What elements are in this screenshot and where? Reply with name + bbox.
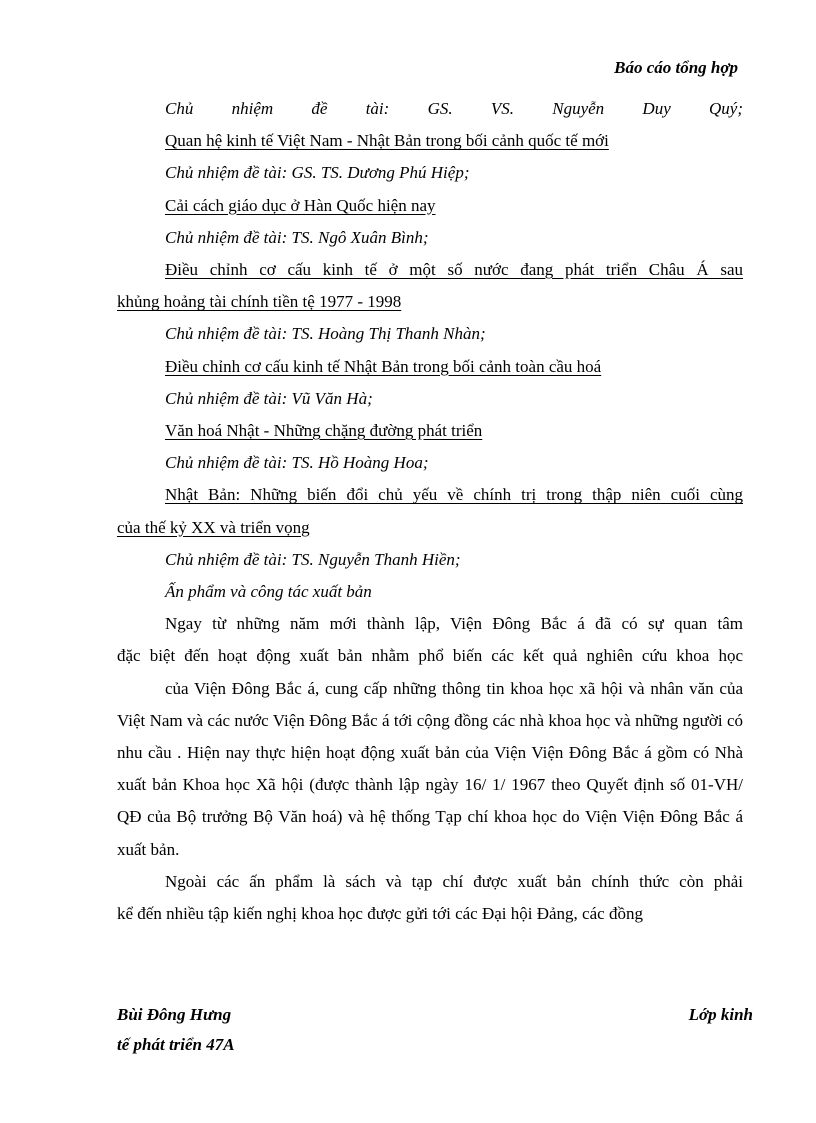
entry-leader: Chủ nhiệm đề tài: GS. TS. Dương Phú Hiệp;	[165, 163, 470, 183]
entry-leader: Chủ nhiệm đề tài: TS. Nguyễn Thanh Hiền;	[165, 549, 461, 569]
entry-title-line2	[117, 286, 743, 318]
paragraph-line: Ngoài các ấn phẩm là sách và tạp chí được xuất bản chính thức còn phải	[165, 871, 743, 891]
entry-title-text: khủng hoảng tài chính tiền tệ 1977 - 1998	[117, 292, 402, 312]
entry-title-line1	[117, 254, 743, 286]
entry-title	[117, 125, 743, 157]
section-heading: Ấn phẩm và công tác xuất bản	[165, 582, 372, 602]
page-header-title: Báo cáo tổng hợp	[614, 58, 738, 77]
footer-author: Bùi Đông Hưng	[117, 1005, 232, 1024]
entry-title	[117, 415, 743, 447]
page-footer	[117, 1000, 753, 1060]
entry-leader: Chủ nhiệm đề tài: TS. Ngô Xuân Bình;	[165, 227, 429, 247]
entry-title-text: Điều chỉnh cơ cấu kinh tế ở một số nước đang phát triển Châu Á sau	[165, 260, 743, 280]
paragraph-line: đặc biệt đến hoạt động xuất bản nhằm phổ biến các kết quả nghiên cứu khoa học	[117, 646, 743, 666]
document-body	[117, 93, 743, 930]
entry-title-text: Văn hoá Nhật - Những chặng đường phát triển	[165, 421, 483, 441]
entry-leader: Chủ nhiệm đề tài: GS. VS. Nguyễn Duy Quý;	[165, 99, 743, 118]
footer-class-part2: tế phát triển 47A	[117, 1035, 235, 1054]
paragraph-body: của Viện Đông Bắc á, cung cấp những thông tin khoa học xã hội và nhân văn của Việt Nam và các nước Viện Đông Bắc á tới cộng đồng các nhà khoa học và những người có nhu cầu . Hiện nay thực hiện hoạt động xuất bản của Viện Viện Đông Bắc á gồm có Nhà xuất bản Khoa học Xã hội (được thành lập ngày 16/ 1/ 1967 theo Quyết định số 01-VH/ QĐ của Bộ trưởng Bộ Văn hoá) và hệ thống Tạp chí khoa học do Viện Viện Đông Bắc á xuất bản.	[117, 678, 743, 859]
entry-leader: Chủ nhiệm đề tài: TS. Hoàng Thị Thanh Nhàn;	[165, 324, 486, 344]
entry-title-line1	[117, 479, 743, 511]
entry-title-text: Nhật Bản: Những biến đổi chủ yếu về chính trị trong thập niên cuối cùng	[165, 485, 743, 505]
entry-title	[117, 351, 743, 383]
entry-title-text: của thế kỷ XX và triển vọng	[117, 517, 310, 537]
entry-title-text: Quan hệ kinh tế Việt Nam - Nhật Bản trong bối cảnh quốc tế mới	[165, 131, 609, 151]
entry-leader: Chủ nhiệm đề tài: TS. Hồ Hoàng Hoa;	[165, 453, 429, 473]
entry-title-line2	[117, 512, 743, 544]
paragraph-line: kể đến nhiều tập kiến nghị khoa học được gửi tới các Đại hội Đảng, các đồng	[117, 904, 643, 924]
paragraph-line: Ngay từ những năm mới thành lập, Viện Đông Bắc á đã có sự quan tâm	[165, 614, 743, 634]
entry-leader: Chủ nhiệm đề tài: Vũ Văn Hà;	[165, 388, 373, 408]
entry-title-text: Cải cách giáo dục ở Hàn Quốc hiện nay	[165, 195, 436, 215]
footer-class-part1: Lớp kinh	[688, 1005, 753, 1024]
entry-title-text: Điều chỉnh cơ cấu kinh tế Nhật Bản trong bối cảnh toàn cầu hoá	[165, 356, 602, 376]
entry-title	[117, 190, 743, 222]
